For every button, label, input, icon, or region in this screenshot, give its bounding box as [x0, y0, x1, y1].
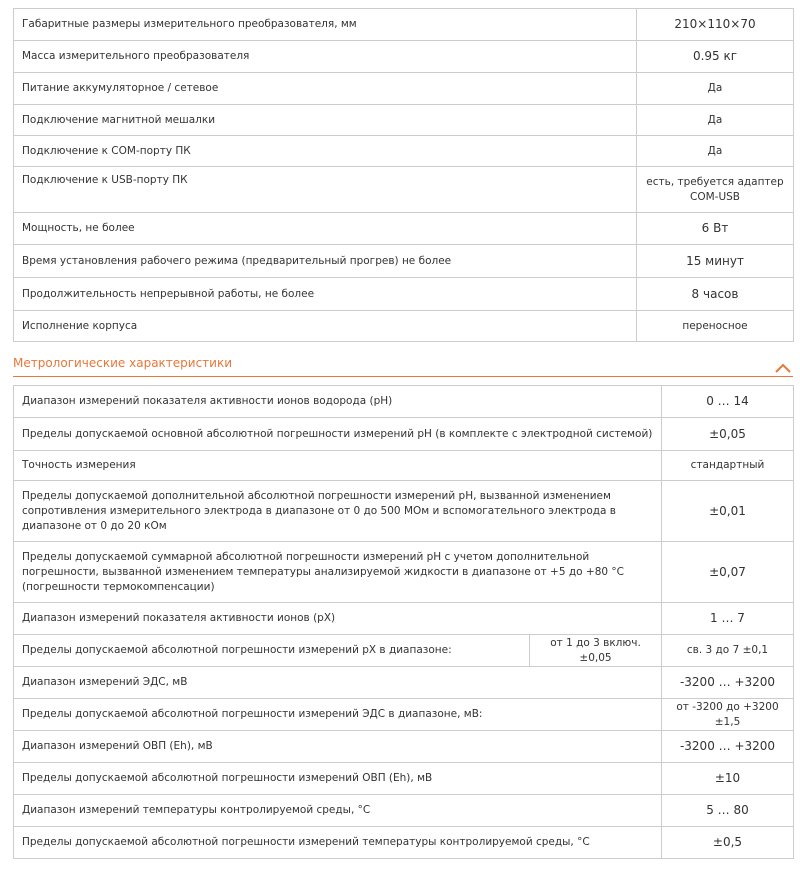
spec-value: Да: [637, 105, 794, 136]
table-row: [14, 311, 794, 342]
spec-label: Пределы допускаемой суммарной абсолютной погрешности измерений pH с учетом дополнительной погрешности, вызванной изменением температуры анализируемой жидкости в диапазоне от +5 до +80 °С (погрешности термокомпенсации): [14, 542, 662, 603]
spec-label: Диапазон измерений ОВП (Eh), мВ: [14, 731, 662, 763]
spec-label: Масса измерительного преобразователя: [14, 41, 637, 73]
spec-label: Питание аккумуляторное / сетевое: [14, 73, 637, 105]
spec-value: ±0,5: [662, 827, 794, 859]
table-row: [14, 136, 794, 167]
table-row: [14, 245, 794, 278]
spec-value: 0 … 14: [662, 386, 794, 418]
spec-value: Да: [637, 73, 794, 105]
spec-value: ±0,05: [662, 418, 794, 451]
spec-label: Диапазон измерений ЭДС, мВ: [14, 667, 662, 699]
spec-label: Подключение к COM-порту ПК: [14, 136, 637, 167]
chevron-up-icon[interactable]: [775, 358, 791, 368]
table-row: [14, 213, 794, 245]
table-row: [14, 451, 794, 481]
spec-label: Диапазон измерений температуры контролируемой среды, °С: [14, 795, 662, 827]
spec-label: Продолжительность непрерывной работы, не более: [14, 278, 637, 311]
table-row: [14, 827, 794, 859]
spec-value: 15 минут: [637, 245, 794, 278]
general-specs-table: [13, 8, 794, 342]
spec-value-range-b: св. 3 до 7 ±0,1: [662, 635, 794, 667]
spec-value: -3200 … +3200: [662, 667, 794, 699]
spec-value: 6 Вт: [637, 213, 794, 245]
spec-value: 8 часов: [637, 278, 794, 311]
spec-label: Габаритные размеры измерительного преобразователя, мм: [14, 9, 637, 41]
table-row: [14, 763, 794, 795]
spec-label: Диапазон измерений показателя активности ионов водорода (pH): [14, 386, 662, 418]
spec-value: ±0,07: [662, 542, 794, 603]
spec-label: Диапазон измерений показателя активности ионов (pX): [14, 603, 662, 635]
spec-value: 0.95 кг: [637, 41, 794, 73]
spec-value: стандартный: [662, 451, 794, 481]
spec-label: Подключение магнитной мешалки: [14, 105, 637, 136]
table-row: [14, 481, 794, 542]
table-row: [14, 699, 794, 731]
spec-label: Точность измерения: [14, 451, 662, 481]
metrology-specs-table: [13, 385, 794, 859]
spec-value: 210×110×70: [637, 9, 794, 41]
spec-value: Да: [637, 136, 794, 167]
section-title[interactable]: Метрологические характеристики: [13, 356, 233, 370]
spec-value: ±0,01: [662, 481, 794, 542]
table-row: [14, 167, 794, 213]
spec-label: Подключение к USB-порту ПК: [14, 167, 637, 213]
table-row: [14, 795, 794, 827]
spec-value: от -3200 до +3200 ±1,5: [662, 699, 794, 731]
table-row: [14, 278, 794, 311]
table-row: [14, 603, 794, 635]
table-row: [14, 9, 794, 41]
spec-label: Пределы допускаемой абсолютной погрешности измерений ЭДС в диапазоне, мВ:: [14, 699, 662, 731]
spec-label: Пределы допускаемой абсолютной погрешности измерений ОВП (Eh), мВ: [14, 763, 662, 795]
spec-label: Время установления рабочего режима (предварительный прогрев) не более: [14, 245, 637, 278]
spec-label: Пределы допускаемой дополнительной абсолютной погрешности измерений pH, вызванной изменением сопротивления измерительного электрода в диапазоне от 0 до 500 МОм и вспомогательного электрода в диапазоне от 0 до 20 кОм: [14, 481, 662, 542]
table-row: [14, 731, 794, 763]
spec-label: Пределы допускаемой абсолютной погрешности измерений температуры контролируемой среды, °С: [14, 827, 662, 859]
spec-label: Пределы допускаемой основной абсолютной погрешности измерений pH (в комплекте с электродной системой): [14, 418, 662, 451]
spec-value: ±10: [662, 763, 794, 795]
spec-value: 1 … 7: [662, 603, 794, 635]
spec-value-range-a: от 1 до 3 включ. ±0,05: [530, 635, 662, 667]
table-row: [14, 635, 794, 667]
spec-label: Мощность, не более: [14, 213, 637, 245]
spec-label: Пределы допускаемой абсолютной погрешности измерений pX в диапазоне:: [14, 635, 530, 667]
table-row: [14, 418, 794, 451]
spec-label: Исполнение корпуса: [14, 311, 637, 342]
table-row: [14, 73, 794, 105]
spec-value: переносное: [637, 311, 794, 342]
table-row: [14, 386, 794, 418]
spec-value: -3200 … +3200: [662, 731, 794, 763]
section-header-metrology[interactable]: [13, 352, 793, 377]
table-row: [14, 542, 794, 603]
table-row: [14, 105, 794, 136]
table-row: [14, 41, 794, 73]
spec-value: 5 … 80: [662, 795, 794, 827]
table-row: [14, 667, 794, 699]
spec-value: есть, требуется адаптер COM-USB: [637, 167, 794, 213]
